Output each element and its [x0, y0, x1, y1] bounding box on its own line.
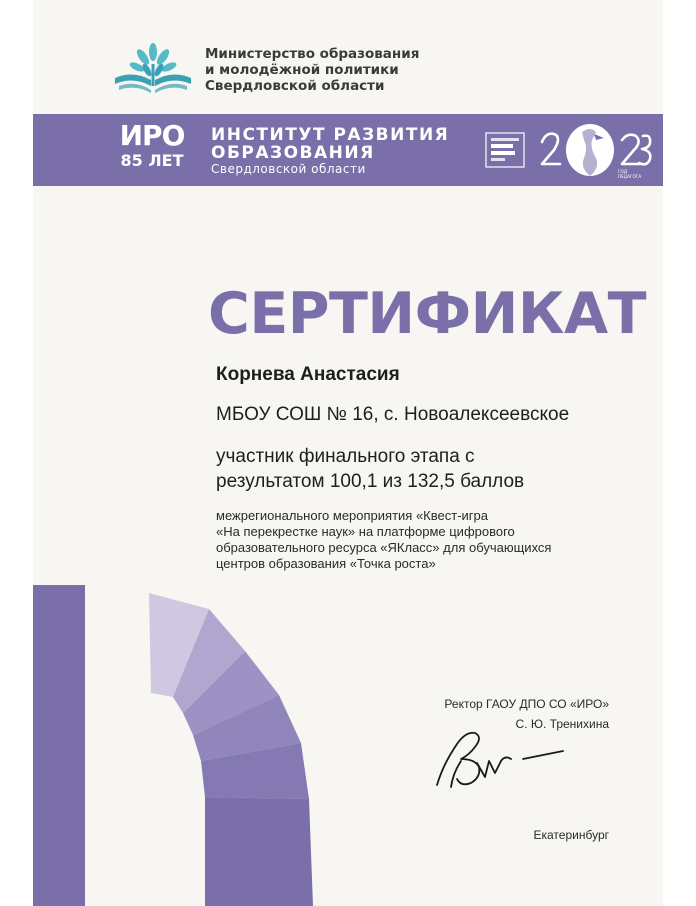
- certificate-page: [33, 0, 663, 906]
- institute-line: ОБРАЗОВАНИЯ: [211, 143, 375, 163]
- event-description: [216, 508, 636, 572]
- participation-line: результатом 100,1 из 132,5 баллов: [216, 471, 525, 492]
- institute-line: Свердловской области: [211, 162, 366, 176]
- national-projects-logo: [485, 132, 525, 168]
- event-line: «На перекрестке наук» на платформе цифрового: [216, 524, 515, 539]
- participation-line: участник финального этапа с: [216, 446, 475, 467]
- year-of-teacher-2023-logo: [538, 118, 653, 182]
- institute-banner: [33, 114, 663, 186]
- ministry-line: Министерство образования: [205, 46, 420, 62]
- signatory-name: С. Ю. Тренихина: [515, 717, 609, 731]
- decor-segment: [205, 797, 313, 906]
- svg-text:ГОД: ГОД: [618, 169, 628, 174]
- svg-text:ПЕДАГОГА: ПЕДАГОГА: [618, 174, 642, 179]
- recipient-name: Корнева Анастасия: [216, 364, 400, 385]
- handwritten-signature: [431, 725, 566, 791]
- event-line: образовательного ресурса «ЯКласс» для обучающихся: [216, 540, 552, 555]
- ministry-line: Свердловской области: [205, 78, 385, 94]
- decor-bar: [33, 585, 85, 906]
- event-line: межрегионального мероприятия «Квест-игра: [216, 508, 488, 523]
- participation-result: [216, 444, 636, 494]
- decorative-arc-graphic: [33, 585, 313, 906]
- ministry-header: [111, 40, 419, 100]
- ministry-line: и молодёжной политики: [205, 62, 399, 78]
- ministry-book-tree-logo: [111, 40, 195, 100]
- iro-logo-years: 85 ЛЕТ: [120, 151, 184, 170]
- institute-name: [211, 126, 449, 177]
- institute-line: ИНСТИТУТ РАЗВИТИЯ: [211, 125, 450, 145]
- event-line: центров образования «Точка роста»: [216, 556, 436, 571]
- city-name: Екатеринбург: [533, 828, 609, 842]
- signatory-position: Ректор ГАОУ ДПО СО «ИРО»: [444, 697, 609, 711]
- iro-85-logo: [118, 120, 186, 170]
- recipient-school: МБОУ СОШ № 16, с. Новоалексеевское: [216, 404, 570, 425]
- iro-logo-word: ИРО: [119, 119, 185, 152]
- certificate-title: СЕРТИФИКАТ: [208, 281, 646, 347]
- ministry-name: [205, 46, 419, 94]
